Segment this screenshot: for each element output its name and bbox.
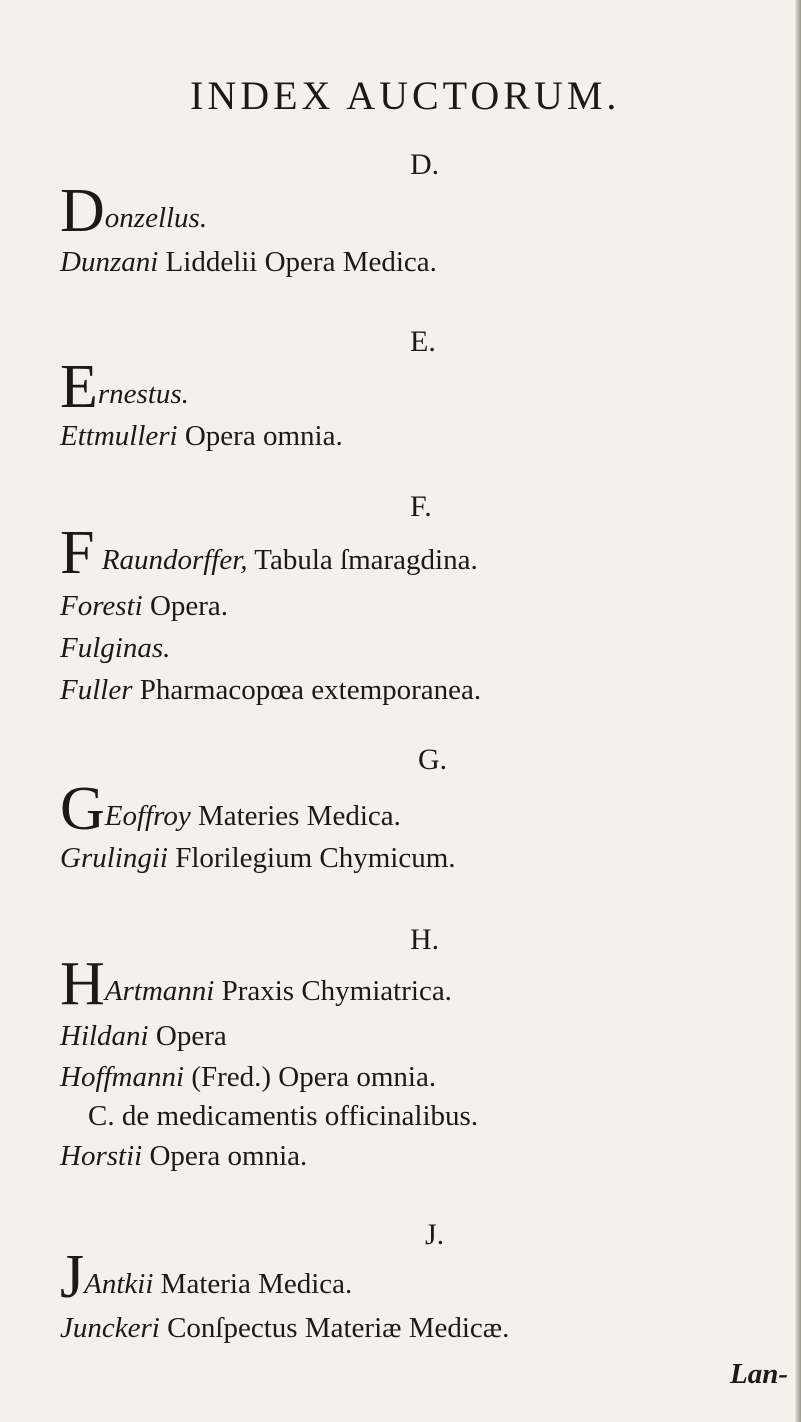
index-entry: HArtmanni Praxis Chymiatrica. xyxy=(60,950,452,1018)
index-entry: Fulginas. xyxy=(60,632,171,664)
index-entry: JAntkii Materia Medica. xyxy=(60,1243,353,1311)
section-letter-d: D. xyxy=(410,148,440,181)
index-entry: Grulingii Florilegium Chymicum. xyxy=(60,842,456,874)
page-edge xyxy=(795,0,801,1422)
page-title: INDEX AUCTORUM. xyxy=(190,73,621,118)
index-entry: Donzellus. xyxy=(60,177,208,245)
section-letter-j: J. xyxy=(425,1218,445,1251)
section-letter-e: E. xyxy=(410,325,436,358)
index-entry: Junckeri Conſpectus Materiæ Medicæ. xyxy=(60,1312,510,1344)
catchword: Lan- xyxy=(730,1358,788,1390)
index-entry: Foresti Opera. xyxy=(60,590,229,622)
index-entry: C. de medicamentis officinalibus. xyxy=(88,1100,479,1132)
index-entry: Fuller Pharmacopœa extemporanea. xyxy=(60,674,482,706)
index-entry: F Raundorffer, Tabula ſmaragdina. xyxy=(60,519,478,587)
section-letter-g: G. xyxy=(418,743,448,776)
index-entry: Dunzani Liddelii Opera Medica. xyxy=(60,246,437,278)
index-entry: Hildani Opera xyxy=(60,1020,227,1052)
index-entry: Ettmulleri Opera omnia. xyxy=(60,420,343,452)
index-entry: GEoffroy Materies Medica. xyxy=(60,775,401,843)
section-letter-h: H. xyxy=(410,923,440,956)
index-entry: Horstii Opera omnia. xyxy=(60,1140,308,1172)
index-entry: Ernestus. xyxy=(60,353,189,421)
section-letter-f: F. xyxy=(410,490,432,523)
index-entry: Hoffmanni (Fred.) Opera omnia. xyxy=(60,1061,437,1093)
